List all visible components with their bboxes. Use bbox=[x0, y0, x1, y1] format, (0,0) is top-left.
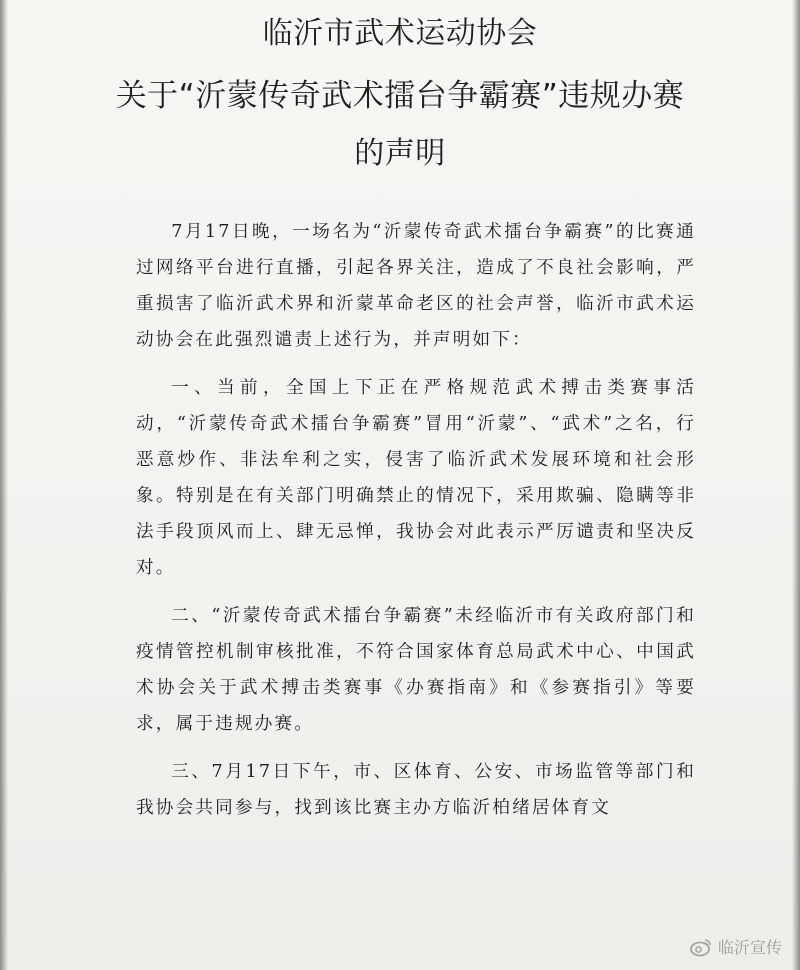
paragraph-point-3: 三、7月17日下午，市、区体育、公安、市场监管等部门和我协会共同参与，找到该比赛主办方临沂柏绪居体育文 bbox=[136, 762, 696, 818]
document-title-line-3: 的声明 bbox=[354, 136, 446, 171]
watermark-text: 临沂宣传 bbox=[717, 938, 782, 957]
document-title-line-2: 关于“沂蒙传奇武术擂台争霸赛”违规办赛 bbox=[115, 78, 685, 114]
paragraph-point-2: 二、“沂蒙传奇武术擂台争霸赛”未经临沂市有关政府部门和疫情管控机制审核批准，不符合国家体育总局武术中心、中国武术协会关于武术搏击类赛事《办赛指南》和《参赛指引》等要求，属于违规办赛。 bbox=[136, 606, 696, 734]
paragraph-intro: 7月17日晚，一场名为“沂蒙传奇武术擂台争霸赛”的比赛通过网络平台进行直播，引起各界关注，造成了不良社会影响，严重损害了临沂武术界和沂蒙革命老区的社会声誉，临沂市武术运动协会在此强烈谴责上述行为，并声明如下： bbox=[136, 222, 696, 350]
document-body bbox=[136, 214, 696, 826]
weibo-watermark bbox=[690, 935, 782, 958]
paragraph-point-1: 一、当前，全国上下正在严格规范武术搏击类赛事活动，“沂蒙传奇武术擂台争霸赛”冒用“沂蒙”、“武术”之名，行恶意炒作、非法牟利之实，侵害了临沂武术发展环境和社会形象。特别是在有关部门明确禁止的情况下，采用欺骗、隐瞒等非法手段顶风而上、肆无忌惮，我协会对此表示严厉谴责和坚决反对。 bbox=[136, 378, 696, 578]
weibo-icon bbox=[690, 937, 712, 957]
document-title-line-1: 临沂市武术运动协会 bbox=[262, 16, 538, 51]
